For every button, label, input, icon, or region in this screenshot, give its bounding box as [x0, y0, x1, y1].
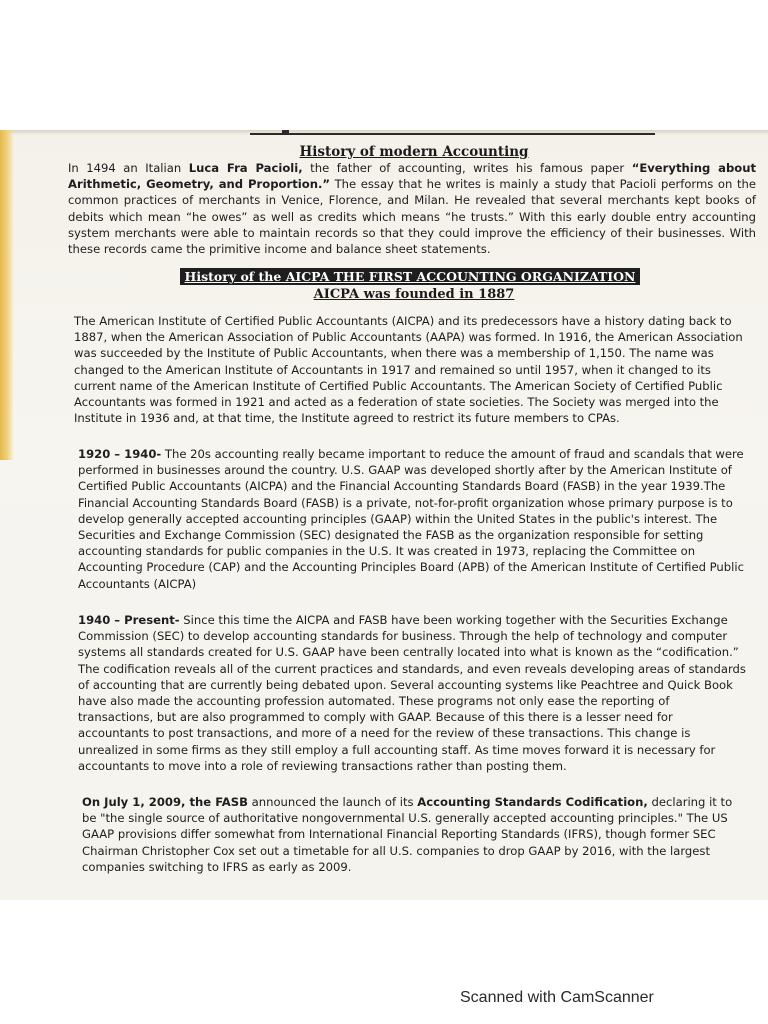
scanned-page	[0, 130, 768, 900]
intro-bold-name: Luca Fra Pacioli,	[188, 161, 303, 175]
top-rule-mark	[282, 130, 289, 133]
section-heading-aicpa: History of the AICPA THE FIRST ACCOUNTING ORGANIZATION	[180, 268, 640, 285]
codification-bold-date: On July 1, 2009, the FASB	[82, 795, 248, 809]
intro-text-2: the father of accounting, writes his famous paper	[302, 161, 632, 175]
era-1940-text: Since this time the AICPA and FASB have been working together with the Securities Exchange Commission (SEC) to develop accounting standards for business. Through the help of technology and computer systems all standards created for U.S. GAAP have been centrally located into what is known as the “codification.” The codification reveals all of the current practices and standards, and even reveals developing areas of standards of accounting that are currently being debated upon. Several accounting systems like Peachtree and Quick Book have also made the accounting profession automated. These programs not only ease the reporting of transactions, but are also programmed to comply with GAAP. Because of this there is a lesser need for accountants to post transactions, and more of a need for the review of these transactions. This change is unrealized in some firms as they still employ a full accounting staff. As time moves forward it is necessary for accountants to move into a role of reviewing transactions rather than posting them.	[78, 613, 746, 773]
era-1920-paragraph	[78, 446, 746, 592]
camscanner-watermark: Scanned with CamScanner	[460, 989, 654, 1006]
era-1920-text: The 20s accounting really became important to reduce the amount of fraud and scandals that were performed in businesses around the country. U.S. GAAP was developed shortly after by the American Institute of Certified Public Accountants (AICPA) and the Financial Accounting Standards Board (FASB) in the year 1939.The Financial Accounting Standards Board (FASB) is a private, not-for-profit organization whose primary purpose is to develop generally accepted accounting principles (GAAP) within the United States in the public's interest. The Securities and Exchange Commission (SEC) designated the FASB as the organization responsible for setting accounting standards for public companies in the U.S. It was created in 1973, replacing the Committee on Accounting Procedure (CAP) and the Accounting Principles Board (APB) of the American Institute of Certified Public Accountants (AICPA)	[78, 447, 744, 591]
codification-text-1: announced the launch of its	[247, 795, 418, 809]
era-1920-label: 1920 – 1940-	[78, 447, 162, 461]
intro-text-3: The essay that he writes is mainly a study that Pacioli performs on the common practices of merchants in Venice, Florence, and Milan. He revealed that several merchants kept books of debits which mean “he owes” as well as credits which means “he trusts.” With this early double entry accounting system merchants were able to maintain records so that they could improve the efficiency of their businesses. With these records came the primitive income and balance sheet statements.	[68, 177, 756, 257]
document-title: History of modern Accounting	[299, 144, 529, 160]
era-1940-paragraph	[78, 612, 746, 774]
intro-paragraph	[68, 160, 756, 257]
codification-bold-asc: Accounting Standards Codification,	[417, 795, 648, 809]
top-rule-line	[250, 133, 655, 135]
page-left-stain	[0, 130, 14, 460]
intro-text-1: In 1494 an Italian	[68, 161, 189, 175]
era-1940-label: 1940 – Present-	[78, 613, 180, 627]
aicpa-paragraph: The American Institute of Certified Public Accountants (AICPA) and its predecessors have a history dating back to 1887, when the American Association of Public Accountants (AAPA) was formed. In 1916, the American Association was succeeded by the Institute of Public Accountants, when there was a membership of 1,150. The name was changed to the American Institute of Accountants in 1917 and remained so until 1957, when it changed to its current name of the American Institute of Certified Public Accountants. The American Society of Certified Public Accountants was formed in 1921 and acted as a federation of state societies. The Society was merged into the Institute in 1936 and, at that time, the Institute agreed to restrict its future members to CPAs.	[74, 314, 743, 426]
section-subheading-aicpa: AICPA was founded in 1887	[313, 287, 515, 302]
intro-bold-paper: “Everything about Arithmetic, Geometry, and Proportion.”	[68, 161, 757, 192]
codification-text-2: declaring it to be "the single source of authoritative nongovernmental U.S. generally accepted accounting principles." The US GAAP provisions differ somewhat from International Financial Reporting Standards (IFRS), though former SEC Chairman Christopher Cox set out a timetable for all U.S. companies to drop GAAP by 2016, with the largest companies switching to IFRS as early as 2009.	[82, 795, 733, 874]
codification-paragraph	[82, 794, 738, 875]
